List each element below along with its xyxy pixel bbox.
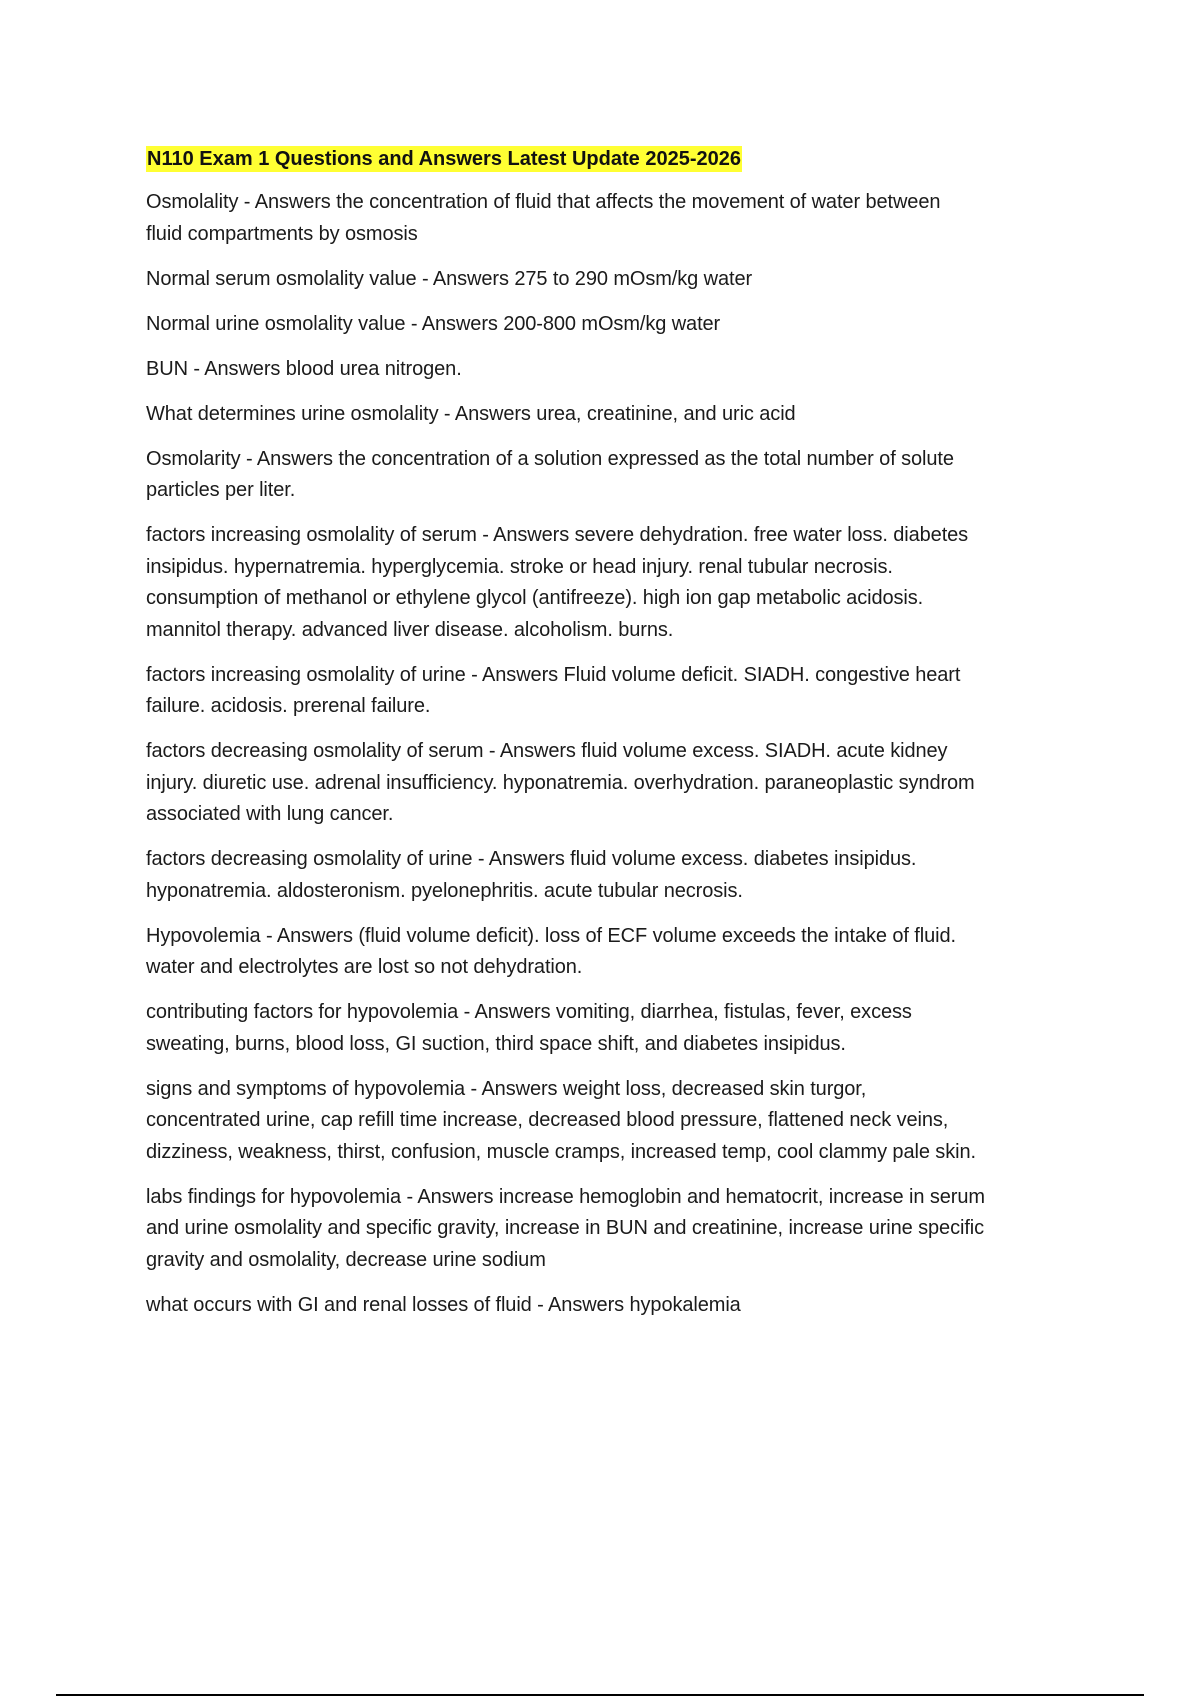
qa-entry-line: BUN - Answers blood urea nitrogen. xyxy=(146,357,462,380)
qa-entry-list xyxy=(146,187,1096,1321)
document-content xyxy=(146,146,1096,1335)
qa-entry-line: signs and symptoms of hypovolemia - Answers weight loss, decreased skin turgor, xyxy=(146,1077,867,1100)
qa-entry xyxy=(146,187,1096,250)
qa-entry xyxy=(146,520,1096,646)
qa-entry xyxy=(146,1074,1096,1169)
qa-entry-line: factors decreasing osmolality of serum - Answers fluid volume excess. SIADH. acute kidney xyxy=(146,740,948,762)
qa-entry-line: particles per liter. xyxy=(146,479,296,501)
qa-entry-line: What determines urine osmolality - Answers urea, creatinine, and uric acid xyxy=(146,402,796,425)
qa-entry xyxy=(146,1290,1096,1322)
qa-entry-line: Osmolarity - Answers the concentration of a solution expressed as the total number of solute xyxy=(146,447,954,470)
qa-entry-line: and urine osmolality and specific gravity, increase in BUN and creatinine, increase urine specific xyxy=(146,1217,985,1239)
qa-entry-line: fluid compartments by osmosis xyxy=(146,222,418,245)
qa-entry-line: factors decreasing osmolality of urine - Answers fluid volume excess. diabetes insipidus. xyxy=(146,848,917,870)
qa-entry-line: what occurs with GI and renal losses of fluid - Answers hypokalemia xyxy=(146,1293,741,1316)
qa-entry-line: associated with lung cancer. xyxy=(146,803,394,825)
qa-entry-line: Normal urine osmolality value - Answers 200-800 mOsm/kg water xyxy=(146,312,721,335)
qa-entry xyxy=(146,1182,1096,1277)
qa-entry-line: contributing factors for hypovolemia - Answers vomiting, diarrhea, fistulas, fever, excess xyxy=(146,1001,912,1023)
document-title: N110 Exam 1 Questions and Answers Latest Update 2025-2026 xyxy=(147,148,741,170)
qa-entry xyxy=(146,354,1096,386)
qa-entry-line: factors increasing osmolality of serum - Answers severe dehydration. free water loss. diabetes xyxy=(146,524,969,546)
qa-entry-line: water and electrolytes are lost so not dehydration. xyxy=(146,956,583,978)
qa-entry xyxy=(146,921,1096,984)
qa-entry-line: sweating, burns, blood loss, GI suction, third space shift, and diabetes insipidus. xyxy=(146,1032,846,1055)
qa-entry xyxy=(146,399,1096,431)
qa-entry-line: concentrated urine, cap refill time increase, decreased blood pressure, flattened neck veins, xyxy=(146,1109,949,1131)
qa-entry-line: Normal serum osmolality value - Answers 275 to 290 mOsm/kg water xyxy=(146,267,753,290)
qa-entry-line: labs findings for hypovolemia - Answers increase hemoglobin and hematocrit, increase in serum xyxy=(146,1185,985,1208)
qa-entry xyxy=(146,997,1096,1060)
qa-entry-line: Hypovolemia - Answers (fluid volume deficit). loss of ECF volume exceeds the intake of fluid. xyxy=(146,924,956,947)
qa-entry-line: gravity and osmolality, decrease urine sodium xyxy=(146,1248,546,1271)
qa-entry-line: mannitol therapy. advanced liver disease. alcoholism. burns. xyxy=(146,618,674,641)
page-bottom-rule xyxy=(56,1694,1144,1696)
qa-entry-line: injury. diuretic use. adrenal insufficiency. hyponatremia. overhydration. paraneoplastic syndrom xyxy=(146,771,975,794)
qa-entry-line: consumption of methanol or ethylene glycol (antifreeze). high ion gap metabolic acidosis. xyxy=(146,587,924,609)
qa-entry-line: Osmolality - Answers the concentration of fluid that affects the movement of water between xyxy=(146,191,941,213)
qa-entry xyxy=(146,660,1096,723)
qa-entry xyxy=(146,444,1096,507)
qa-entry-line: factors increasing osmolality of urine - Answers Fluid volume deficit. SIADH. congestive heart xyxy=(146,663,961,686)
qa-entry-line: hyponatremia. aldosteronism. pyelonephritis. acute tubular necrosis. xyxy=(146,879,743,902)
qa-entry xyxy=(146,309,1096,341)
qa-entry-line: insipidus. hypernatremia. hyperglycemia. stroke or head injury. renal tubular necrosis. xyxy=(146,555,893,578)
qa-entry xyxy=(146,844,1096,907)
qa-entry-line: failure. acidosis. prerenal failure. xyxy=(146,695,431,717)
qa-entry-line: dizziness, weakness, thirst, confusion, muscle cramps, increased temp, cool clammy pale skin. xyxy=(146,1140,976,1163)
qa-entry xyxy=(146,736,1096,831)
qa-entry xyxy=(146,264,1096,296)
